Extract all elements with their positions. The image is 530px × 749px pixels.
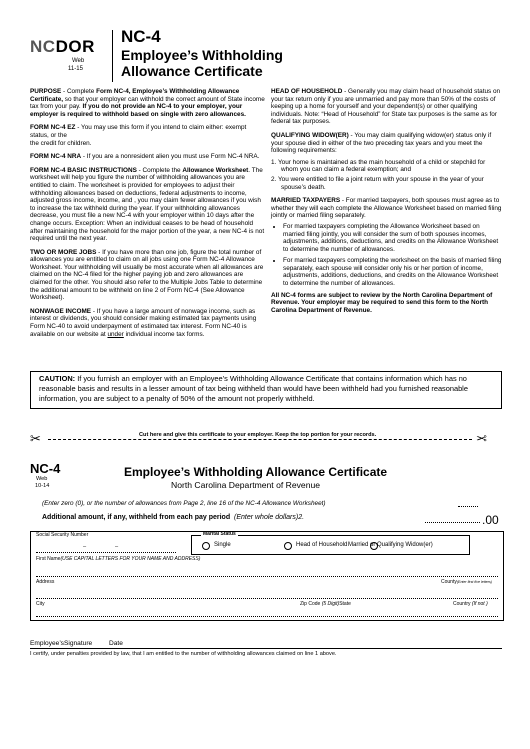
caution-label: CAUTION:: [39, 374, 76, 383]
basic-section: FORM NC-4 BASIC INSTRUCTIONS - Complete the Allowance Worksheet. The worksheet will help you figure the number of withholding allowances you are entitled to claim. The worksheet is provided for employees to adjust their withholding allowances based on deductions, federal adjustments to income, adjusted gross income, income, and , you may claim fewer allowances if you wish to increase the tax withheld during the year. If your withholding allowances decrease, you must file a new NC-4 with your employer within 10 days after the change occurs. Exception: When an individual ceases to be head of household after maintaining the household for the major portion of the year, a new NC-4 is not required until the next year.: [30, 166, 265, 243]
website-link[interactable]: under: [107, 330, 124, 338]
header-divider: [112, 30, 113, 82]
certificate-web: Web: [36, 476, 48, 482]
address-label: Address: [36, 579, 55, 585]
city-label: City: [36, 601, 45, 607]
ssn-dash: –: [83, 544, 87, 550]
single-label: Single: [214, 542, 231, 548]
qw-item: 1. Your home is maintained as the main household of a child or stepchild for whom you can claim a federal exemption; and: [271, 158, 486, 174]
cents-label: .00: [482, 513, 499, 527]
date-label: Date: [109, 640, 123, 647]
hoh-section: HEAD OF HOUSEHOLD - Generally you may claim head of household status on your tax return only if you are unmarried and pay more than 50% of the costs of keeping up a home for yourself and your dependent(s) or other qualifying individuals. Note: “Head of Household” for State tax purposes is the same as for federal tax purposes.: [271, 88, 501, 126]
ssn-dash: –: [115, 544, 119, 550]
line1-field[interactable]: [458, 506, 478, 507]
certificate-form-number: NC-4: [30, 461, 61, 476]
purpose-section: PURPOSE - Complete Form NC-4, Employee’s Withholding Allowance Certificate, so that your employer can withhold the correct amount of State income tax from your pay. If you do not provide an NC-4 to your employer, your employer is required to withhold based on single with zero allowances.: [30, 88, 265, 118]
married-item: • For married taxpayers completing the Allowance Worksheet based on married filing jointly, you will consider the sum of both spouses incomes, adjustments, additions, deductions, and credits on the Allowance Worksheet to determine the number of allowances.: [283, 223, 502, 253]
name-label: First Name(USE CAPITAL LETTERS FOR YOUR NAME AND ADDRESS): [36, 556, 201, 562]
cut-line: [48, 439, 472, 440]
caution-box: [30, 371, 502, 409]
cut-instruction: Cut here and give this certificate to your employer. Keep the top portion for your records.: [136, 432, 379, 438]
certificate-subtitle: North Carolina Department of Revenue: [171, 480, 321, 490]
married-section: MARRIED TAXPAYERS - For married taxpayers, both spouses must agree as to whether they will each complete the Allowance Worksheet based on married filing jointly or married filing separately.: [271, 197, 502, 220]
name-field[interactable]: [36, 576, 498, 577]
single-radio[interactable]: [202, 542, 210, 550]
web-label: Web: [72, 58, 85, 64]
caution-text: If you furnish an employer with an Employee’s Withholding Allowance Certificate that contains information which has no reasonable basis and results in a lesser amount of tax being withheld than would have been withheld had you furnished reasonable information, you are subject to a penalty of 50% of the amount not properly withheld.: [39, 374, 468, 403]
country-label: Country (If not ): [453, 601, 488, 607]
instructions-right: [271, 88, 502, 320]
ez-section: FORM NC-4 EZ - You may use this form if you intend to claim either: exempt status, or the the credit for children.: [30, 124, 247, 147]
form-number: NC-4: [121, 27, 161, 46]
line2-instruction: Additional amount, if any, withheld from each pay period (Enter whole dollars)2.: [42, 514, 305, 521]
scissors-left-icon: ✂: [30, 431, 41, 446]
review-note: All NC-4 forms are subject to review by the North Carolina Department of Revenue. Your employer may be required to send this form to the North Carolina Department of Revenue.: [271, 291, 493, 314]
signature-label: Employee’sSignature: [30, 640, 93, 647]
hoh-label: Head of Household: [296, 542, 348, 548]
mqw-label: Married or Qualifying Widow(er): [348, 542, 433, 548]
address-field[interactable]: [36, 598, 498, 599]
line1-instruction: (Enter zero (0), or the number of allowances from Page 2, line 16 of the NC-4 Allowance Worksheet): [42, 500, 326, 507]
hoh-radio[interactable]: [284, 542, 292, 550]
ssn-label: Social Security Number: [36, 532, 89, 538]
qw-item: 2. You were entitled to file a joint return with your spouse in the year of your spouse’s death.: [271, 175, 484, 191]
qw-section: QUALIFYING WIDOW(ER) - You may claim qualifying widow(er) status only if your spouse died in either of the two preceding tax years and you meet the following requirements:: [271, 131, 492, 155]
nra-section: FORM NC-4 NRA - If you are a nonresident alien you must use Form NC-4 NRA.: [30, 153, 260, 161]
two-jobs-section: TWO OR MORE JOBS - If you have more than one job, figure the total number of allowances you are entitled to claim on all jobs using one Form NC-4 Allowance Worksheet. Your withholding will usually be most accurate when all allowances are claimed on the NC-4 filed for the higher paying job and zero allowances are claimed for the other. You should also refer to the Multiple Jobs Table to determine the additional amount to be withheld on line 2 of Form NC-4 (See Allowance Worksheet).: [30, 248, 264, 302]
zip-label: Zip Code (5 Digit)State: [300, 601, 351, 607]
married-list: [271, 223, 502, 288]
page-title-line2: Allowance Certificate: [121, 63, 263, 79]
ssn-field[interactable]: [36, 552, 176, 553]
line2-amount-field[interactable]: [425, 522, 480, 523]
signature-line[interactable]: [30, 648, 502, 649]
certificate-title: Employee’s Withholding Allowance Certificate: [124, 465, 388, 479]
scissors-right-icon: ✂: [476, 431, 487, 446]
version-label: 11-15: [68, 66, 83, 72]
married-item: • For married taxpayers completing the worksheet on the basis of married filing separately, each spouse will consider only his or her portion of income, adjustments, additions, deductions, and credits on the Allowance Worksheet to determine the number of allowances.: [283, 257, 502, 287]
ncdor-logo: NCDOR: [30, 37, 95, 56]
city-field[interactable]: [36, 616, 498, 617]
instructions-left: [30, 88, 266, 344]
certificate-version: 10-14: [35, 483, 50, 489]
marital-status-label: Marital Status: [203, 531, 236, 537]
page-title-line1: Employee’s Withholding: [121, 47, 283, 63]
nonwage-section: NONWAGE INCOME - If you have a large amount of nonwage income, such as interest or dividends, you should consider making estimated tax payments using Form NC-40 to avoid underpayment of estimated tax interest. Form NC-40 is available on our website at under individual income tax forms.: [30, 307, 257, 338]
county-label: County(Enter first five letters): [441, 579, 492, 585]
certification-text: I certify, under penalties provided by law, that I am entitled to the number of withholding allowances claimed on line 1 above.: [30, 651, 337, 657]
